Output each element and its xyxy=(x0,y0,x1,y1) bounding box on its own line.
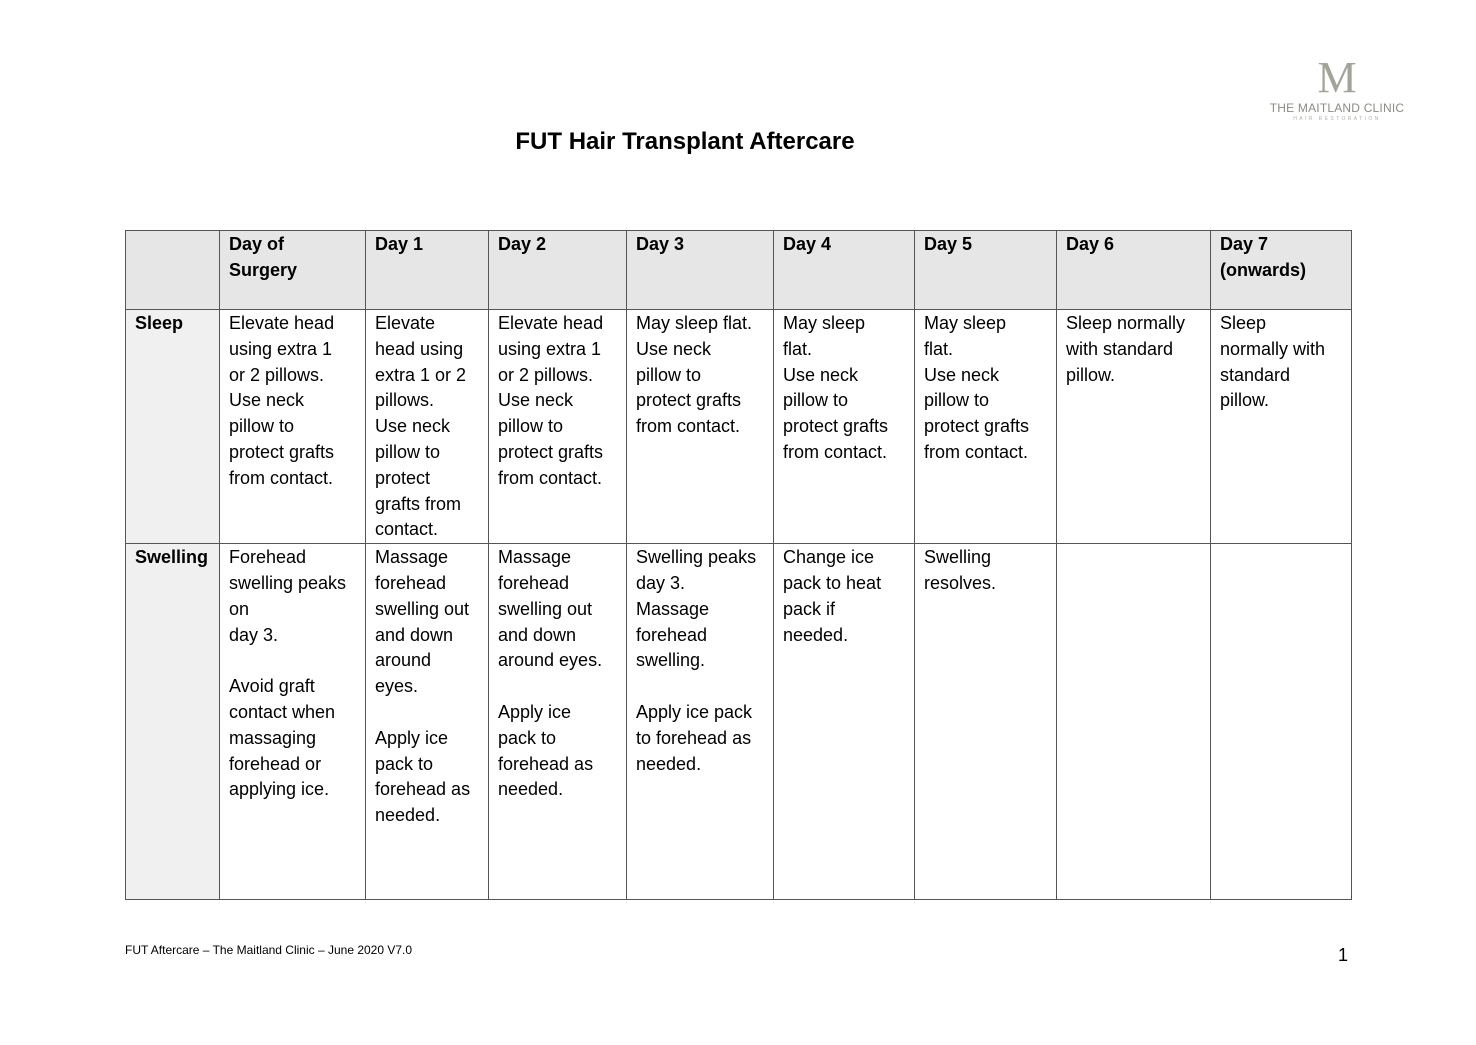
swelling-day-1-cell: Massage forehead swelling out and down around eyes. Apply ice pack to forehead as needed. xyxy=(366,544,489,900)
header-row xyxy=(126,231,1352,310)
sleep-day-6-cell: Sleep normally with standard pillow. xyxy=(1057,310,1211,544)
header-day-1: Day 1 xyxy=(366,231,489,310)
sleep-day-of-surgery-cell: Elevate head using extra 1 or 2 pillows. Use neck pillow to protect grafts from contact. xyxy=(220,310,366,544)
header-day-5: Day 5 xyxy=(915,231,1057,310)
page-number: 1 xyxy=(1338,945,1349,965)
sleep-day-1-cell: Elevate head using extra 1 or 2 pillows. Use neck pillow to protect grafts from contact. xyxy=(366,310,489,544)
swelling-day-of-surgery-cell: Forehead swelling peaks on day 3. Avoid graft contact when massaging forehead or applying ice. xyxy=(220,544,366,900)
aftercare-table xyxy=(125,230,1352,900)
sleep-day-2-cell: Elevate head using extra 1 or 2 pillows. Use neck pillow to protect grafts from contact. xyxy=(489,310,627,544)
swelling-day-3-cell: Swelling peaks day 3. Massage forehead swelling. Apply ice pack to forehead as needed. xyxy=(627,544,774,900)
sleep-day-7-cell: Sleep normally with standard pillow. xyxy=(1211,310,1352,544)
clinic-logo xyxy=(1262,53,1412,122)
header-day-7: Day 7 (onwards) xyxy=(1211,231,1352,310)
corner-cell xyxy=(126,231,220,310)
swelling-day-5-cell: Swelling resolves. xyxy=(915,544,1057,900)
table-row-sleep xyxy=(126,310,1352,544)
swelling-day-2-cell: Massage forehead swelling out and down around eyes. Apply ice pack to forehead as needed. xyxy=(489,544,627,900)
sleep-day-3-cell: May sleep flat. Use neck pillow to protect grafts from contact. xyxy=(627,310,774,544)
footer-version-text: FUT Aftercare – The Maitland Clinic – June 2020 V7.0 xyxy=(125,943,413,957)
row-label-swelling: Swelling xyxy=(126,544,220,900)
logo-monogram: M xyxy=(1317,53,1357,102)
header-day-of-surgery: Day of Surgery xyxy=(220,231,366,310)
swelling-day-4-cell: Change ice pack to heat pack if needed. xyxy=(774,544,915,900)
swelling-day-6-cell xyxy=(1057,544,1211,900)
row-label-sleep: Sleep xyxy=(126,310,220,544)
swelling-day-7-cell xyxy=(1211,544,1352,900)
sleep-day-4-cell: May sleep flat. Use neck pillow to protect grafts from contact. xyxy=(774,310,915,544)
header-day-2: Day 2 xyxy=(489,231,627,310)
table-row-swelling xyxy=(126,544,1352,900)
document-title: FUT Hair Transplant Aftercare xyxy=(515,128,855,155)
header-day-3: Day 3 xyxy=(627,231,774,310)
header-day-6: Day 6 xyxy=(1057,231,1211,310)
logo-tagline: HAIR RESTORATION xyxy=(1293,116,1381,122)
header-day-4: Day 4 xyxy=(774,231,915,310)
logo-clinic-name: THE MAITLAND CLINIC xyxy=(1269,101,1405,115)
sleep-day-5-cell: May sleep flat. Use neck pillow to protect grafts from contact. xyxy=(915,310,1057,544)
